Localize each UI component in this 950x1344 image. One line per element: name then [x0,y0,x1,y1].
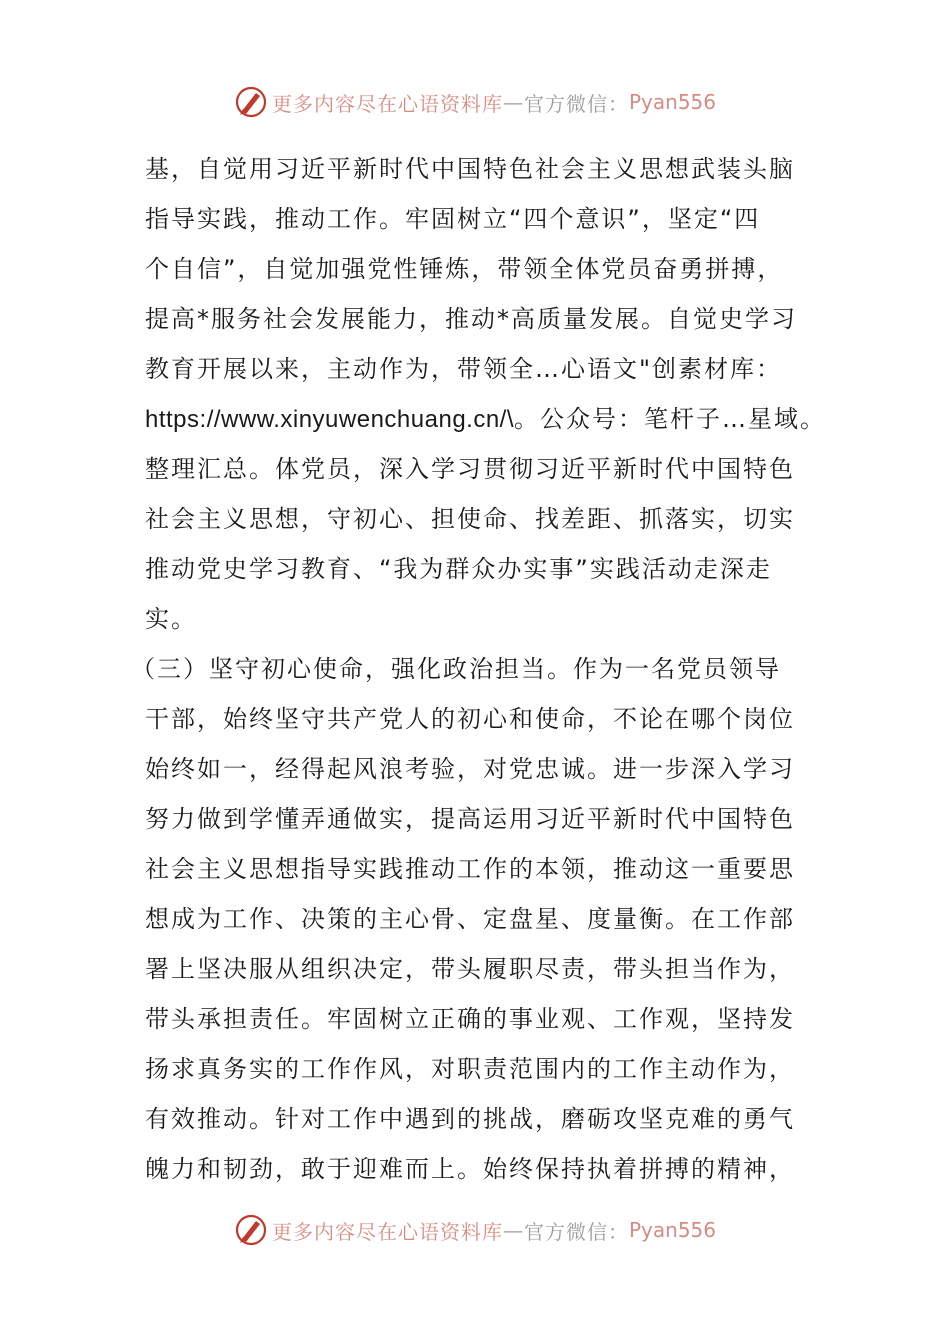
text-line: 署上坚决服从组织决定，带头履职尽责，带头担当作为， [145,955,795,983]
source-url: https://www.xinyuwenchuang.cn/\ [145,406,515,433]
text-line: 有效推动。针对工作中遇到的挑战，磨砺攻坚克难的勇气 [145,1105,795,1133]
text-line: 带头承担责任。牢固树立正确的事业观、工作观，坚持发 [145,1005,795,1033]
document-body [131,144,827,1194]
text-line: 想成为工作、决策的主心骨、定盘星、度量衡。在工作部 [145,905,795,933]
text-line: 干部，始终坚守共产党人的初心和使命，不论在哪个岗位 [145,705,795,733]
pen-logo-icon [234,85,268,119]
watermark-wechat-id: Pyan556 [628,90,716,114]
text-line: 社会主义思想，守初心、担使命、找差距、抓落实，切实 [145,505,795,533]
text-line: 提高*服务社会发展能力，推动*高质量发展。自觉史学习 [145,305,797,333]
text-line: 教育开展以来，主动作为，带领全…心语文"创素材库： [145,355,783,383]
header-watermark [0,82,950,122]
url-line-tail: 。公众号：笔杆子…星域。 [514,405,827,433]
text-line: 始终如一，经得起风浪考验，对党忠诚。进一步深入学习 [145,755,795,783]
url-line [145,394,825,444]
text-line: 扬求真务实的工作作风，对职责范围内的工作主动作为， [145,1055,795,1083]
text-line: 实。 [145,605,197,633]
watermark-wechat-label: 官方微信： [523,1219,629,1244]
watermark-separator: — [502,90,524,114]
watermark-separator: — [502,1218,524,1242]
text-line: 推动党史学习教育、“我为群众办实事”实践活动走深走 [145,555,772,583]
text-line: 整理汇总。体党员，深入学习贯彻习近平新时代中国特色 [145,455,795,483]
watermark-wechat-label: 官方微信： [523,91,629,116]
text-line: 魄力和韧劲，敢于迎难而上。始终保持执着拼搏的精神， [145,1155,795,1183]
watermark-text: 更多内容尽在心语资料库 [271,1219,503,1244]
watermark-wechat-id: Pyan556 [628,1218,716,1242]
text-line: 个自信”，自觉加强党性锤炼，带领全体党员奋勇拼搏， [145,255,784,283]
section-heading: （三）坚守初心使命，强化政治担当。作为一名党员领导 [131,655,781,683]
pen-logo-icon [234,1213,268,1247]
footer-watermark [0,1210,950,1250]
text-line: 基，自觉用习近平新时代中国特色社会主义思想武装头脑 [145,155,795,183]
watermark-text: 更多内容尽在心语资料库 [271,91,503,116]
text-line: 努力做到学懂弄通做实，提高运用习近平新时代中国特色 [145,805,795,833]
text-line: 社会主义思想指导实践推动工作的本领，推动这一重要思 [145,855,795,883]
text-line: 指导实践，推动工作。牢固树立“四个意识”，坚定“四 [145,205,761,233]
